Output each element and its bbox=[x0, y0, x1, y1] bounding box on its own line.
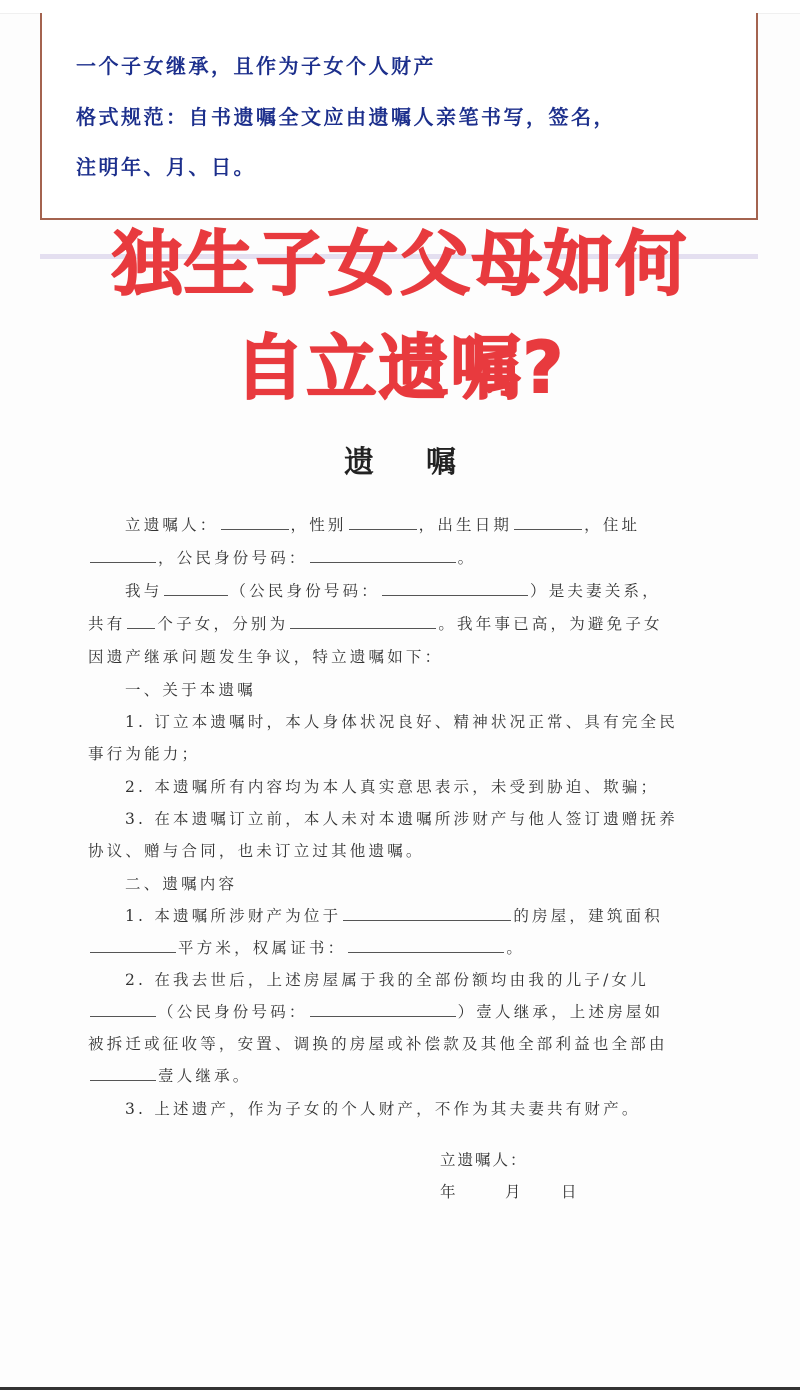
section1-item1-line2: 事行为能力； bbox=[88, 745, 201, 763]
spouse-prefix: 我与 bbox=[125, 582, 163, 600]
section2-item1-line1 bbox=[125, 904, 663, 926]
gender-blank[interactable] bbox=[349, 514, 417, 531]
top-strip bbox=[0, 0, 800, 14]
id-label: ，公民身份号码： bbox=[158, 549, 308, 567]
section2-item2-line4 bbox=[88, 1064, 252, 1086]
heir-id-label: （公民身份号码： bbox=[158, 1003, 308, 1021]
para1-line2 bbox=[88, 546, 476, 568]
heir-name-blank[interactable] bbox=[90, 1001, 156, 1018]
heir-name-blank-2[interactable] bbox=[90, 1065, 156, 1082]
testator-blank[interactable] bbox=[221, 514, 289, 531]
headline-line-1: 独生子女父母如何 bbox=[112, 223, 688, 305]
headline-line-2: 自立遗嘱? bbox=[234, 327, 566, 409]
property-certificate-blank[interactable] bbox=[348, 937, 504, 954]
property-area-label: 的房屋，建筑面积 bbox=[513, 907, 663, 925]
note-line-3: 注明年、月、日。 bbox=[76, 155, 256, 179]
spouse-id-label: （公民身份号码： bbox=[230, 582, 381, 600]
section1-item2: 2. 本遗嘱所有内容均为本人真实意思表示，未受到胁迫、欺骗； bbox=[125, 778, 660, 796]
title-char-2: 嘱 bbox=[426, 445, 456, 480]
birth-blank[interactable] bbox=[514, 514, 582, 531]
spouse-name-blank[interactable] bbox=[164, 580, 228, 597]
section2-heading: 二、遗嘱内容 bbox=[125, 875, 238, 893]
title-char-1: 遗 bbox=[344, 445, 374, 480]
testator-label: 立遗嘱人： bbox=[125, 516, 219, 534]
property-location-blank[interactable] bbox=[343, 905, 511, 922]
period: 。 bbox=[506, 939, 526, 957]
para2-line3: 因遗产继承问题发生争议，特立遗嘱如下： bbox=[88, 648, 444, 666]
section1-heading: 一、关于本遗嘱 bbox=[125, 681, 256, 699]
signature-year: 年 bbox=[440, 1183, 456, 1201]
signature-day: 日 bbox=[561, 1183, 577, 1201]
children-prefix: 共有 bbox=[88, 615, 126, 633]
section1-item3-line2: 协议、赠与合同，也未订立过其他遗嘱。 bbox=[88, 842, 425, 860]
children-end: 。我年事已高，为避免子女 bbox=[438, 615, 663, 633]
birth-label: ，出生日期 bbox=[418, 516, 513, 534]
children-names-blank[interactable] bbox=[290, 613, 436, 630]
section2-item1-line2 bbox=[88, 936, 525, 958]
heir-id-end: ）壹人继承，上述房屋如 bbox=[457, 1003, 664, 1021]
property-certificate-label: 平方米，权属证书： bbox=[178, 939, 347, 957]
address-blank[interactable] bbox=[90, 547, 156, 564]
section1-item3-line1: 3. 在本遗嘱订立前，本人未对本遗嘱所涉财产与他人签订遗赠抚养 bbox=[125, 810, 678, 828]
spouse-id-blank[interactable] bbox=[382, 580, 528, 597]
section2-item3: 3. 上述遗产，作为子女的个人财产，不作为其夫妻共有财产。 bbox=[125, 1100, 641, 1118]
heir-id-blank[interactable] bbox=[310, 1001, 456, 1018]
address-label: ，住址 bbox=[584, 516, 641, 534]
note-line-2: 格式规范：自书遗嘱全文应由遗嘱人亲笔书写，签名， bbox=[76, 105, 616, 129]
signature-label: 立遗嘱人： bbox=[440, 1151, 528, 1169]
period: 。 bbox=[457, 549, 477, 567]
property-area-blank[interactable] bbox=[90, 937, 176, 954]
note-line-1: 一个子女继承，且作为子女个人财产 bbox=[76, 54, 436, 78]
children-mid: 个子女，分别为 bbox=[157, 615, 289, 633]
children-count-blank[interactable] bbox=[127, 613, 155, 630]
para2-line2 bbox=[88, 612, 663, 634]
para1-line1 bbox=[125, 513, 640, 535]
spouse-relation: ）是夫妻关系， bbox=[530, 582, 661, 600]
id-blank[interactable] bbox=[310, 547, 456, 564]
property-location-label: 1. 本遗嘱所涉财产为位于 bbox=[125, 907, 342, 925]
document-title bbox=[0, 437, 800, 481]
heir-inherit-text: 壹人继承。 bbox=[158, 1067, 252, 1085]
para2-line1 bbox=[125, 579, 661, 601]
section2-item2-line2 bbox=[88, 1000, 663, 1022]
signature-month: 月 bbox=[505, 1183, 521, 1201]
gender-label: ，性别 bbox=[290, 516, 347, 534]
section2-item2-line3: 被拆迁或征收等，安置、调换的房屋或补偿款及其他全部利益也全部由 bbox=[88, 1035, 668, 1053]
section1-item1-line1: 1. 订立本遗嘱时，本人身体状况良好、精神状况正常、具有完全民 bbox=[125, 713, 678, 731]
section2-item2-line1: 2. 在我去世后，上述房屋属于我的全部份额均由我的儿子/女儿 bbox=[125, 971, 649, 989]
